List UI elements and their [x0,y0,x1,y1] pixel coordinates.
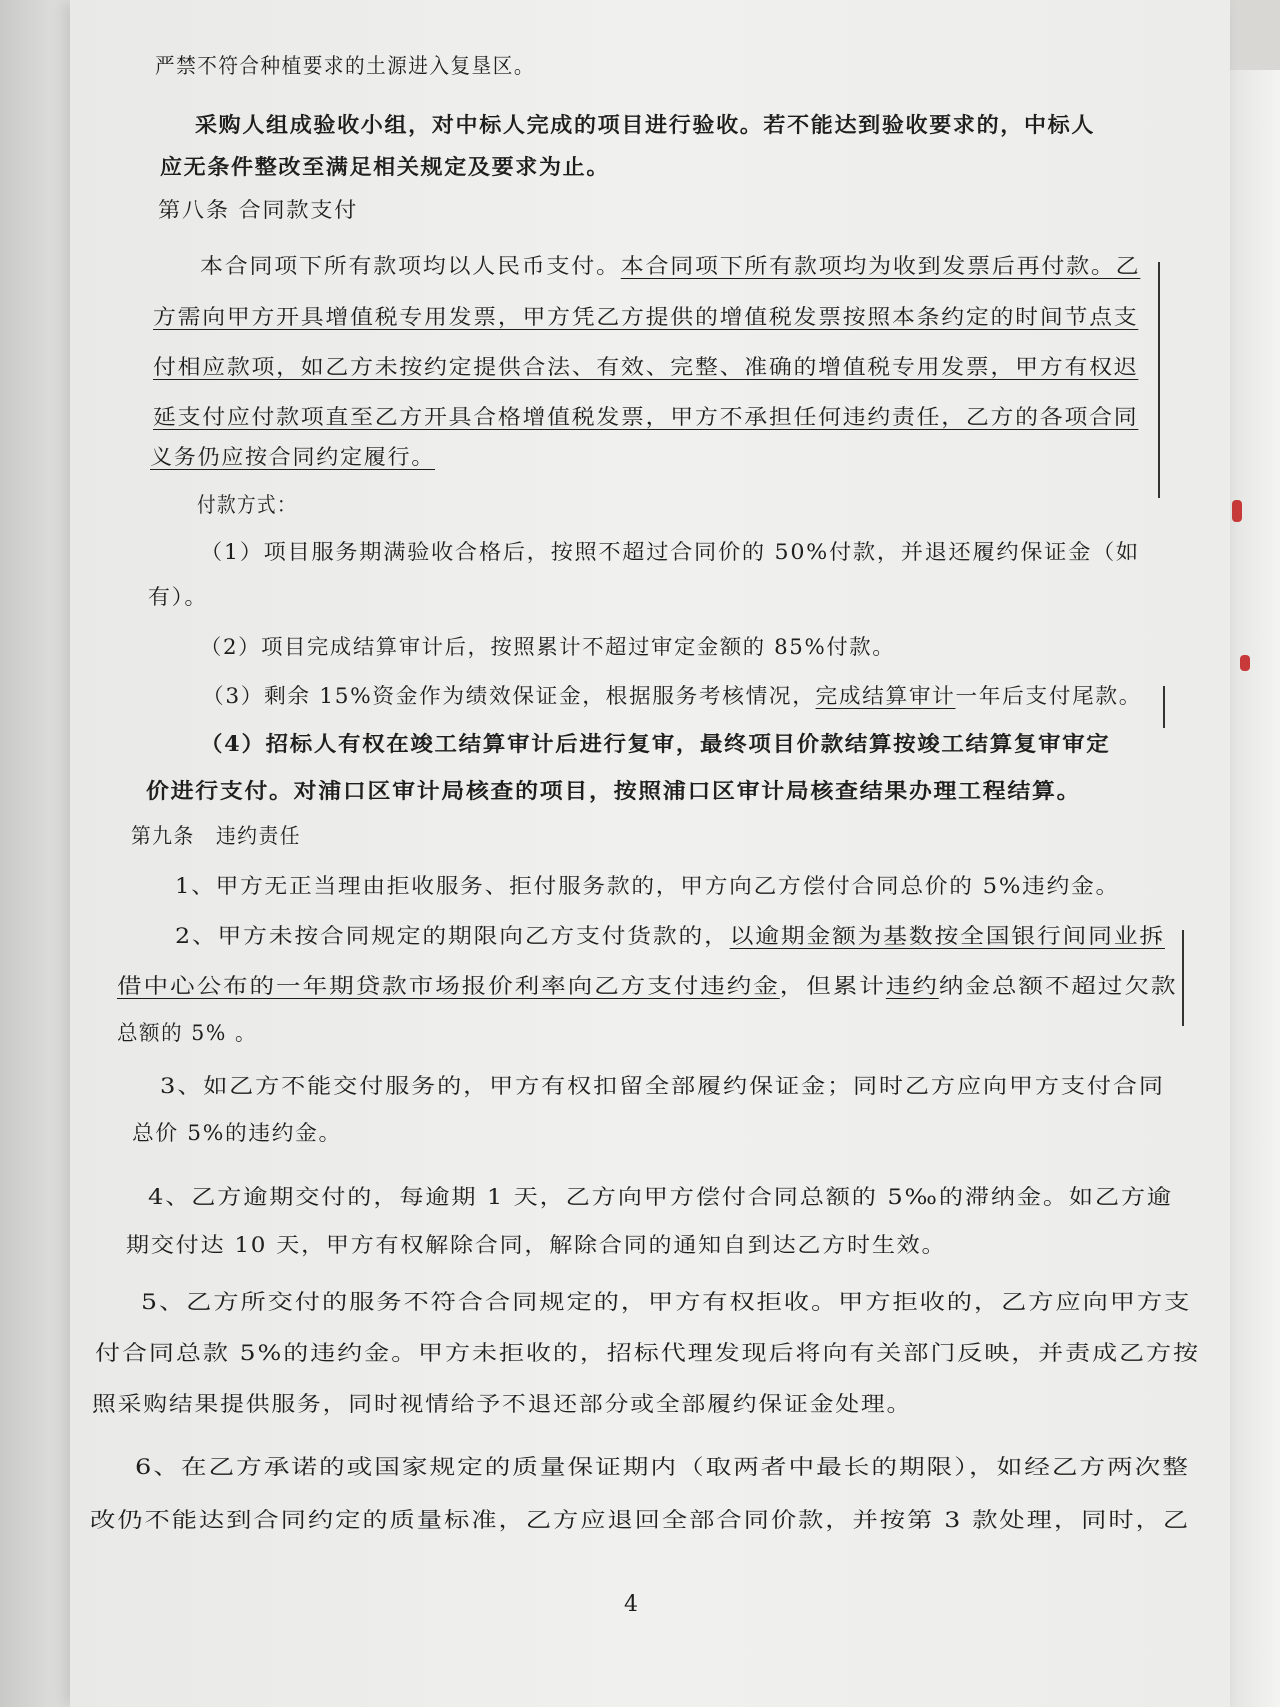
text-line [146,777,1081,805]
underlined-text: 违约 [885,974,939,998]
margin-mark [1182,930,1184,1026]
text-line [202,682,1142,710]
text-span: 严禁不符合种植要求的土源进入复垦区。 [155,54,535,78]
text-span: （1）项目服务期满验收合格后，按照不超过合同价的 50%付款，并退还履约保证金（如 [200,540,1140,564]
red-tab-mark [1240,655,1250,671]
text-line [117,972,1177,1000]
margin-mark [1163,686,1165,728]
text-span: 采购人组成验收小组，对中标人完成的项目进行验收。若不能达到验收要求的，中标人 [195,112,1096,137]
text-span: 1、甲方无正当理由拒收服务、拒付服务款的，甲方向乙方偿付合同总价的 5%违约金。 [175,874,1120,898]
text-span: 第八条 合同款支付 [158,198,359,222]
underlined-text: 本合同项下所有款项均为收到发票后再付款。乙 [620,254,1141,278]
text-span: 付款方式： [197,493,298,517]
text-line [141,1288,1191,1316]
text-span: （3）剩余 15%资金作为绩效保证金，根据服务考核情况， [202,684,816,708]
text-line [150,443,435,471]
text-span: 改仍不能达到合同约定的质量标准，乙方应退回全部合同价款，并按第 3 款处理，同时，乙 [90,1508,1191,1532]
text-span: 4、乙方逾期交付的，每逾期 1 天，乙方向甲方偿付合同总额的 5‰的滞纳金。如乙方逾 [148,1185,1173,1209]
text-span: 照采购结果提供服务，同时视情给予不退还部分或全部履约保证金处理。 [92,1392,913,1416]
text-span: 期交付达 10 天，甲方有权解除合同，解除合同的通知自到达乙方时生效。 [126,1233,947,1257]
text-line [153,303,1138,331]
text-line [175,922,1165,950]
text-span: 价进行支付。对浦口区审计局核查的项目，按照浦口区审计局核查结果办理工程结算。 [146,778,1082,803]
text-line [200,730,1110,758]
text-span: 2、甲方未按合同规定的期限向乙方支付货款的， [175,924,730,948]
next-page-edge [1225,70,1280,1707]
text-line [135,1453,1190,1481]
text-line [155,52,535,80]
text-line [195,111,1095,139]
text-line [158,196,358,224]
text-span: 有）。 [148,585,209,609]
underlined-text: 完成结算审计 [815,684,956,708]
text-span: 总价 5%的违约金。 [132,1121,342,1145]
text-span: 第九条 违约责任 [131,824,301,848]
underlined-text: 借中心公布的一年期贷款市场报价利率向乙方支付违约金 [117,974,780,998]
text-line [160,153,610,181]
margin-mark [1158,262,1160,498]
underlined-text: 延支付应付款项直至乙方开具合格增值税发票，甲方不承担任何违约责任，乙方的各项合同 [153,405,1139,429]
underlined-text: 义务仍应按合同约定履行。 [150,445,436,469]
text-span: （2）项目完成结算审计后，按照累计不超过审定金额的 85%付款。 [200,635,896,659]
text-line [200,538,1140,566]
text-span: 应无条件整改至满足相关规定及要求为止。 [160,154,611,179]
underlined-text: 方需向甲方开具增值税专用发票，甲方凭乙方提供的增值税发票按照本条约定的时间节点支 [153,305,1139,329]
text-span: ，但累计 [779,974,886,998]
text-line [153,403,1138,431]
text-line [148,583,208,611]
text-line [131,822,301,850]
text-span: 6、在乙方承诺的或国家规定的质量保证期内（取两者中最长的期限），如经乙方两次整 [135,1455,1190,1479]
text-line [126,1231,946,1259]
text-span: 一年后支付尾款。 [955,684,1143,708]
text-span: 付合同总款 5%的违约金。甲方未拒收的，招标代理发现后将向有关部门反映，并责成乙方按 [95,1341,1200,1365]
text-line [90,1506,1190,1534]
text-span: 本合同项下所有款项均以人民币支付。 [200,254,621,278]
red-tab-mark [1232,500,1242,522]
text-span: 纳金总额不超过欠款 [938,974,1178,998]
text-line [175,872,1120,900]
underlined-text: 以逾期金额为基数按全国银行间同业拆 [729,924,1165,948]
text-span: 3、如乙方不能交付服务的，甲方有权扣留全部履约保证金；同时乙方应向甲方支付合同 [160,1074,1165,1098]
text-line [200,633,895,661]
text-line [92,1390,912,1418]
page-number: 4 [624,1592,638,1617]
underlined-text: 付相应款项，如乙方未按约定提供合法、有效、完整、准确的增值税专用发票，甲方有权迟 [153,355,1139,379]
text-line [95,1339,1200,1367]
text-line [153,353,1138,381]
text-line [148,1183,1173,1211]
page-left-shadow [0,0,80,1707]
text-span: 5、乙方所交付的服务不符合合同规定的，甲方有权拒收。甲方拒收的，乙方应向甲方支 [141,1290,1192,1314]
text-line [200,252,1140,280]
text-line [160,1072,1165,1100]
text-line [132,1119,342,1147]
text-span: 总额的 5% 。 [117,1021,258,1045]
text-line [117,1019,257,1047]
text-span: （4）招标人有权在竣工结算审计后进行复审，最终项目价款结算按竣工结算复审审定 [200,731,1111,756]
text-line [197,491,297,519]
